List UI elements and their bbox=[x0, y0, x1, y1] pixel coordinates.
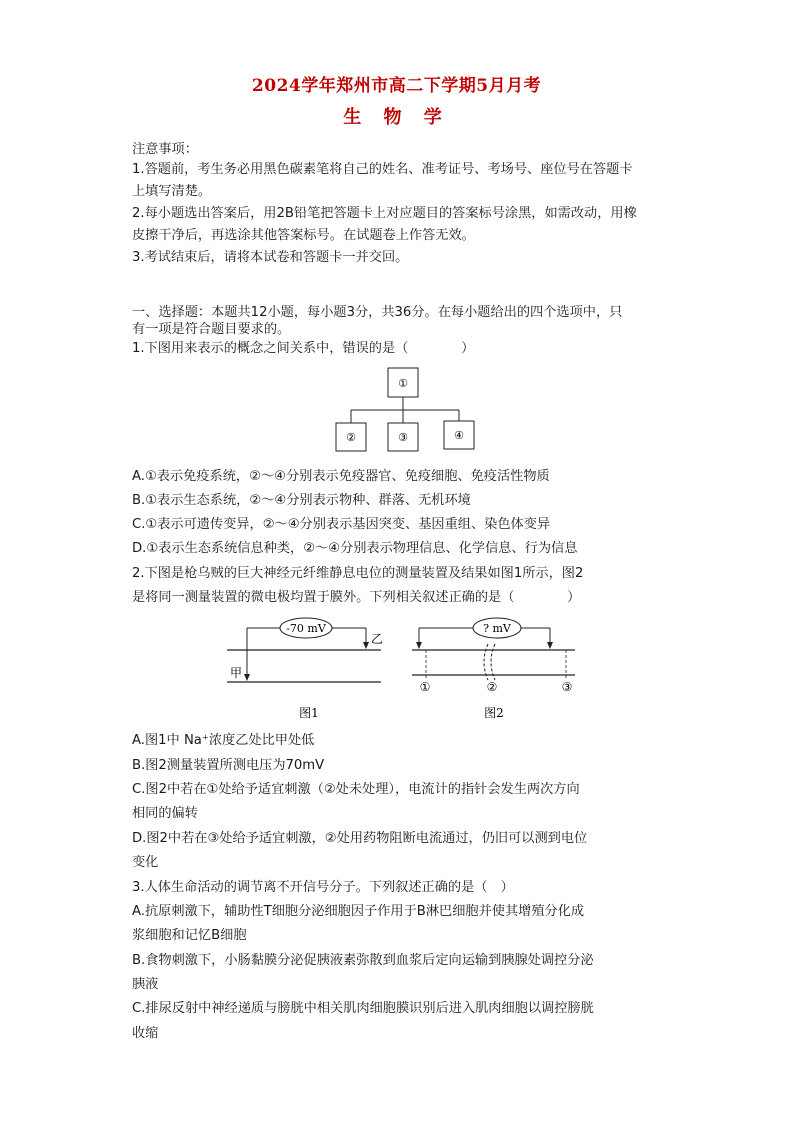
meter-reading-2: ? mV bbox=[483, 622, 511, 635]
q2-option-a: A.图1中 Na⁺浓度乙处比甲处低 bbox=[132, 733, 315, 748]
q3-option-b: B.食物刺激下，小肠黏膜分泌促胰液素弥散到血浆后定向运输到胰腺处调控分泌 bbox=[132, 953, 594, 968]
q1-option-d: D.①表示生态系统信息种类，②～④分别表示物理信息、化学信息、行为信息 bbox=[132, 541, 578, 556]
question-2-stem: 2.下图是枪乌贼的巨大神经元纤维静息电位的测量装置及结果如图1所示，图2 bbox=[132, 566, 584, 581]
point-1: ① bbox=[419, 680, 431, 694]
label-jia: 甲 bbox=[230, 666, 243, 680]
node-4: ④ bbox=[454, 429, 464, 442]
q1-option-a: A.①表示免疫系统，②～④分别表示免疫器官、免疫细胞、免疫活性物质 bbox=[132, 469, 550, 484]
node-2: ② bbox=[346, 431, 356, 444]
figure-1-resting-potential bbox=[225, 614, 385, 724]
notice-line: 2.每小题选出答案后，用2B铅笔把答题卡上对应题目的答案标号涂黑，如需改动，用橡 bbox=[132, 206, 637, 221]
q2-option-c: C.图2中若在①处给予适宜刺激（②处未处理），电流计的指针会发生两次方向 bbox=[132, 782, 580, 797]
notice-line: 3.考试结束后，请将本试卷和答题卡一并交回。 bbox=[132, 250, 409, 265]
figure-2-extracellular bbox=[410, 614, 580, 724]
notice-line: 上填写清楚。 bbox=[132, 184, 212, 199]
exam-title: 2024学年郑州市高二下学期5月月考 bbox=[251, 76, 542, 96]
figure-2-caption: 图2 bbox=[484, 706, 504, 720]
node-3: ③ bbox=[398, 431, 408, 444]
q3-option-c-cont: 收缩 bbox=[132, 1026, 159, 1041]
q3-option-c: C.排尿反射中神经递质与膀胱中相关肌肉细胞膜识别后进入肌肉细胞以调控膀胱 bbox=[132, 1001, 594, 1016]
figure-1-caption: 图1 bbox=[299, 706, 319, 720]
q3-option-a-cont: 浆细胞和记忆B细胞 bbox=[132, 928, 247, 943]
label-yi: 乙 bbox=[371, 632, 384, 646]
notice-heading: 注意事项： bbox=[132, 142, 198, 157]
q2-option-d: D.图2中若在③处给予适宜刺激，②处用药物阻断电流通过，仍旧可以测到电位 bbox=[132, 831, 588, 846]
notice-line: 1.答题前，考生务必用黑色碳素笔将自己的姓名、准考证号、考场号、座位号在答题卡 bbox=[132, 162, 633, 177]
point-2: ② bbox=[486, 680, 498, 694]
question-1-stem: 1.下图用来表示的概念之间关系中，错误的是（ ） bbox=[132, 341, 475, 356]
section-intro: 有一项是符合题目要求的。 bbox=[132, 322, 291, 337]
meter-reading-1: -70 mV bbox=[286, 622, 326, 635]
q3-option-b-cont: 胰液 bbox=[132, 977, 159, 992]
notice-line: 皮擦干净后，再选涂其他答案标号。在试题卷上作答无效。 bbox=[132, 228, 475, 243]
q1-option-c: C.①表示可遗传变异，②～④分别表示基因突变、基因重组、染色体变异 bbox=[132, 517, 551, 532]
subject-title: 生 物 学 bbox=[343, 107, 450, 128]
section-intro: 一、选择题：本题共12小题，每小题3分，共36分。在每小题给出的四个选项中，只 bbox=[132, 305, 623, 320]
node-1: ① bbox=[398, 377, 408, 390]
q1-option-b: B.①表示生态系统，②～④分别表示物种、群落、无机环境 bbox=[132, 493, 471, 508]
q3-option-a: A.抗原刺激下，辅助性T细胞分泌细胞因子作用于B淋巴细胞并使其增殖分化成 bbox=[132, 904, 585, 919]
q2-option-b: B.图2测量装置所测电压为70mV bbox=[132, 758, 325, 773]
point-3: ③ bbox=[561, 680, 573, 694]
concept-diagram bbox=[330, 365, 480, 455]
q2-option-c-cont: 相同的偏转 bbox=[132, 806, 198, 821]
question-3-stem: 3.人体生命活动的调节离不开信号分子。下列叙述正确的是（ ） bbox=[132, 880, 514, 895]
question-2-stem: 是将同一测量装置的微电极均置于膜外。下列相关叙述正确的是（ ） bbox=[132, 590, 581, 605]
q2-option-d-cont: 变化 bbox=[132, 855, 159, 870]
